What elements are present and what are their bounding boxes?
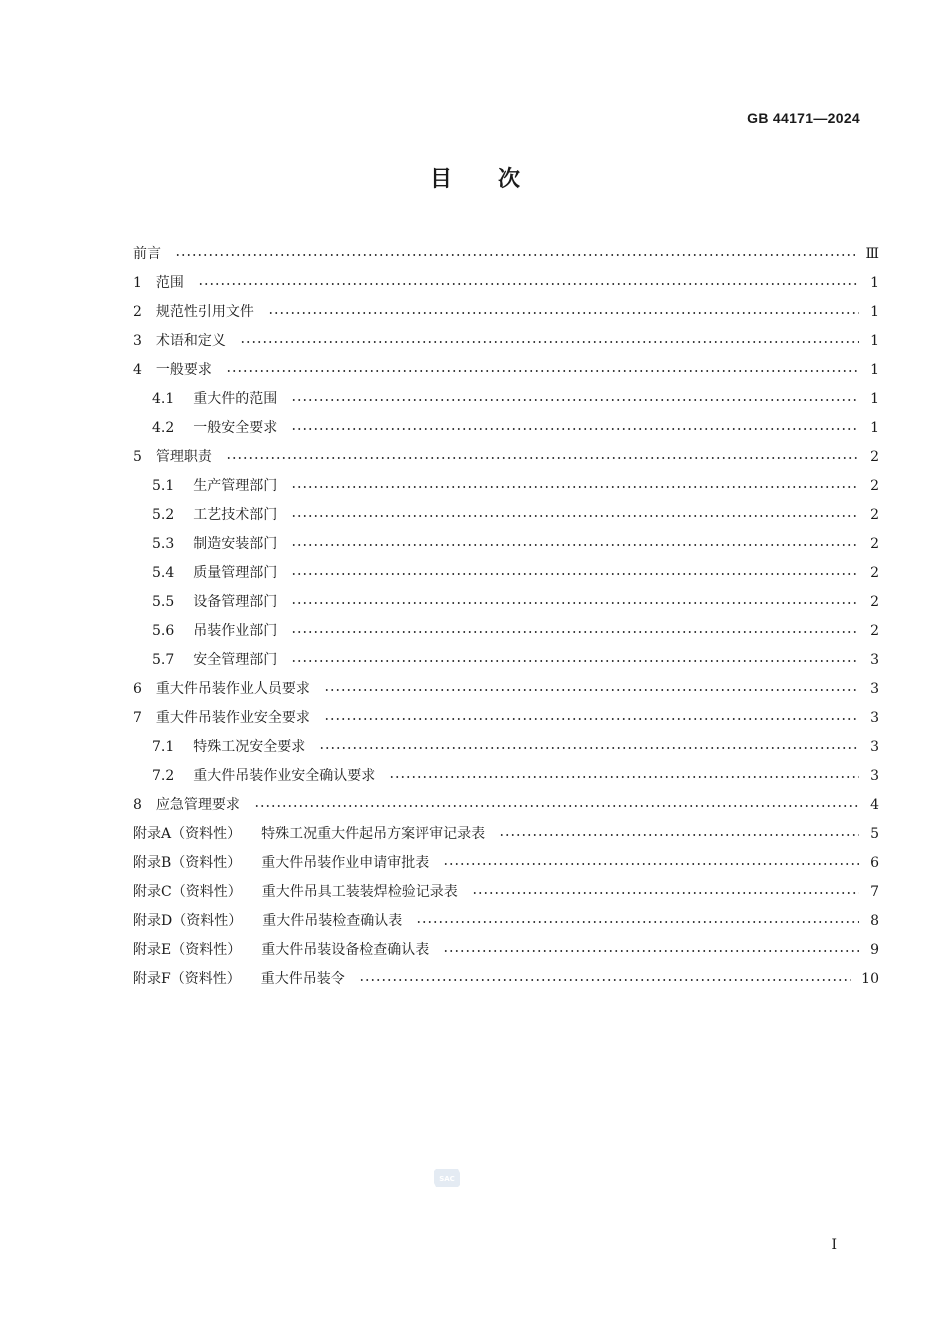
toc-entry-page: 2: [870, 565, 879, 581]
toc-dot-leader: [291, 428, 859, 430]
toc-dot-leader: [291, 544, 859, 546]
toc-entry[interactable]: [133, 907, 879, 936]
toc-entry-number: 1: [133, 275, 142, 291]
toc-dot-leader: [198, 283, 859, 285]
toc-entry-page: 6: [870, 855, 879, 871]
toc-dot-leader: [291, 602, 859, 604]
toc-entry-label: 工艺技术部门: [193, 507, 278, 523]
toc-entry-number: 5.4: [152, 565, 175, 581]
toc-entry[interactable]: [133, 443, 879, 472]
toc-entry-number: 附录D（资料性）: [133, 913, 243, 929]
toc-entry-page: 1: [870, 333, 879, 349]
toc-entry[interactable]: [133, 559, 879, 588]
toc-dot-leader: [226, 457, 859, 459]
toc-dot-leader: [324, 689, 859, 691]
toc-entry-page: 4: [870, 797, 879, 813]
toc-entry-page: 9: [870, 942, 879, 958]
toc-entry-page: 2: [870, 507, 879, 523]
toc-entry-number: 3: [133, 333, 142, 349]
toc-entry-page: 2: [870, 536, 879, 552]
toc-entry-number: 5.3: [152, 536, 175, 552]
toc-entry-number: 6: [133, 681, 142, 697]
toc-dot-leader: [291, 631, 859, 633]
toc-entry-page: 2: [870, 594, 879, 610]
toc-entry-number: 5.6: [152, 623, 175, 639]
toc-entry-label: 质量管理部门: [193, 565, 278, 581]
toc-entry-label: 重大件吊装设备检查确认表: [261, 942, 430, 958]
toc-entry-number: 7.1: [152, 739, 175, 755]
toc-dot-leader: [319, 747, 859, 749]
toc-entry-label: 吊装作业部门: [193, 623, 278, 639]
toc-dot-leader: [291, 515, 859, 517]
toc-entry[interactable]: [133, 820, 879, 849]
toc-entry-number: 5: [133, 449, 142, 465]
page-number: Ⅰ: [831, 1237, 837, 1253]
toc-entry[interactable]: [133, 356, 879, 385]
toc-entry-page: 5: [870, 826, 879, 842]
sac-logo-icon: [433, 1167, 461, 1189]
toc-entry[interactable]: [133, 385, 879, 414]
toc-entry-label: 重大件吊装作业申请审批表: [261, 855, 430, 871]
toc-entry[interactable]: [133, 298, 879, 327]
toc-entry-page: 3: [870, 710, 879, 726]
toc-entry-label: 特殊工况重大件起吊方案评审记录表: [261, 826, 486, 842]
toc-entry-label: 管理职责: [155, 449, 212, 465]
toc-entry[interactable]: [133, 646, 879, 675]
toc-entry-number: 5.2: [152, 507, 175, 523]
svg-text:SAC: SAC: [439, 1175, 455, 1183]
standard-number: GB 44171—2024: [747, 110, 860, 126]
toc-entry[interactable]: [133, 762, 879, 791]
toc-entry[interactable]: [133, 965, 879, 994]
toc-dot-leader: [240, 341, 859, 343]
table-of-contents: [133, 240, 879, 994]
toc-entry-page: 3: [870, 652, 879, 668]
toc-entry[interactable]: [133, 472, 879, 501]
toc-entry[interactable]: [133, 878, 879, 907]
toc-entry-number: 4: [133, 362, 142, 378]
toc-entry-number: 附录C（资料性）: [133, 884, 242, 900]
toc-entry-page: 8: [870, 913, 879, 929]
toc-entry[interactable]: [133, 269, 879, 298]
toc-dot-leader: [416, 921, 859, 923]
toc-entry-label: 一般安全要求: [193, 420, 278, 436]
toc-entry[interactable]: [133, 791, 879, 820]
toc-entry[interactable]: [133, 240, 879, 269]
toc-entry[interactable]: [133, 414, 879, 443]
toc-dot-leader: [443, 863, 859, 865]
toc-entry-label: 一般要求: [155, 362, 212, 378]
toc-dot-leader: [499, 834, 859, 836]
toc-entry-page: 2: [870, 623, 879, 639]
toc-entry-page: 1: [870, 304, 879, 320]
toc-entry-label: 应急管理要求: [155, 797, 240, 813]
toc-entry-number: 附录F（资料性）: [133, 971, 241, 987]
toc-entry-label: 重大件吊装作业安全确认要求: [193, 768, 376, 784]
toc-entry[interactable]: [133, 501, 879, 530]
toc-dot-leader: [443, 950, 859, 952]
toc-entry-number: 5.7: [152, 652, 175, 668]
toc-entry-page: Ⅲ: [865, 246, 879, 262]
toc-entry-page: 1: [870, 275, 879, 291]
toc-entry-label: 术语和定义: [155, 333, 226, 349]
toc-entry-label: 重大件吊装作业人员要求: [155, 681, 310, 697]
toc-entry-label: 重大件吊具工装装焊检验记录表: [261, 884, 458, 900]
toc-entry-label: 重大件吊装检查确认表: [262, 913, 403, 929]
toc-entry-page: 3: [870, 739, 879, 755]
toc-dot-leader: [389, 776, 859, 778]
toc-entry-number: 附录B（资料性）: [133, 855, 242, 871]
toc-entry-page: 2: [870, 449, 879, 465]
toc-entry[interactable]: [133, 849, 879, 878]
toc-entry-number: 附录E（资料性）: [133, 942, 242, 958]
toc-entry[interactable]: [133, 733, 879, 762]
toc-entry-label: 生产管理部门: [193, 478, 278, 494]
toc-entry-number: 5.1: [152, 478, 175, 494]
toc-dot-leader: [291, 573, 859, 575]
toc-dot-leader: [254, 805, 859, 807]
toc-entry-page: 1: [870, 362, 879, 378]
toc-dot-leader: [472, 892, 859, 894]
toc-entry[interactable]: [133, 530, 879, 559]
toc-entry-page: 3: [870, 681, 879, 697]
toc-entry[interactable]: [133, 936, 879, 965]
toc-entry-label: 前言: [133, 246, 161, 262]
toc-entry[interactable]: [133, 327, 879, 356]
toc-entry-number: 5.5: [152, 594, 175, 610]
toc-entry-number: 7.2: [152, 768, 175, 784]
toc-entry-label: 规范性引用文件: [155, 304, 254, 320]
toc-dot-leader: [291, 486, 859, 488]
toc-entry-number: 4.1: [152, 391, 175, 407]
toc-entry[interactable]: [133, 675, 879, 704]
toc-entry-page: 1: [870, 391, 879, 407]
toc-entry[interactable]: [133, 617, 879, 646]
toc-dot-leader: [291, 660, 859, 662]
toc-entry-label: 特殊工况安全要求: [193, 739, 306, 755]
toc-dot-leader: [268, 312, 859, 314]
toc-entry-label: 重大件的范围: [193, 391, 278, 407]
toc-dot-leader: [324, 718, 859, 720]
toc-entry-number: 2: [133, 304, 142, 320]
toc-entry[interactable]: [133, 704, 879, 733]
toc-entry-number: 4.2: [152, 420, 175, 436]
toc-dot-leader: [291, 399, 859, 401]
toc-entry-page: 1: [870, 420, 879, 436]
toc-entry[interactable]: [133, 588, 879, 617]
toc-entry-label: 范围: [155, 275, 184, 291]
toc-dot-leader: [175, 254, 855, 256]
toc-dot-leader: [226, 370, 859, 372]
toc-entry-page: 10: [861, 971, 879, 987]
toc-entry-label: 重大件吊装作业安全要求: [155, 710, 310, 726]
toc-entry-label: 重大件吊装令: [260, 971, 345, 987]
toc-entry-label: 制造安装部门: [193, 536, 278, 552]
toc-dot-leader: [359, 979, 851, 981]
toc-entry-page: 3: [870, 768, 879, 784]
toc-entry-label: 设备管理部门: [193, 594, 278, 610]
toc-entry-label: 安全管理部门: [193, 652, 278, 668]
toc-entry-page: 2: [870, 478, 879, 494]
toc-entry-number: 7: [133, 710, 142, 726]
toc-entry-number: 8: [133, 797, 142, 813]
toc-entry-number: 附录A（资料性）: [133, 826, 242, 842]
toc-entry-page: 7: [870, 884, 879, 900]
page-title: 目次: [429, 167, 566, 192]
